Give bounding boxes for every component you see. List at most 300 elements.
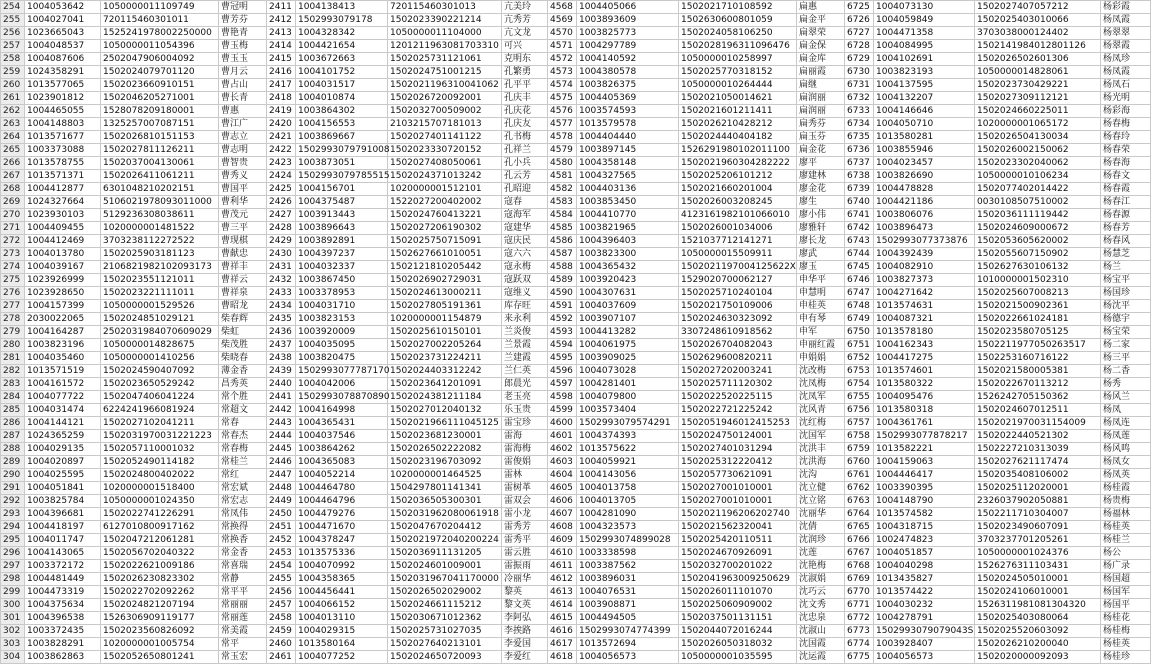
table-cell-person-name[interactable]: 曹茂元 (219, 209, 267, 222)
table-cell-person-name[interactable]: 杨凤珍 (1101, 53, 1151, 66)
row-header[interactable]: 299 (1, 586, 25, 599)
table-cell-account-number[interactable]: 1004378247 (296, 534, 388, 547)
table-cell-id-number[interactable]: 1502037004130061 (101, 157, 219, 170)
table-cell-account-number[interactable]: 1003928407 (874, 638, 975, 651)
table-cell-person-name[interactable]: 沈艳梅 (797, 560, 845, 573)
table-cell-account-number[interactable]: 1004375634 (25, 599, 101, 612)
table-cell-person-name[interactable]: 曹利华 (219, 196, 267, 209)
table-cell-serial-number[interactable]: 4584 (548, 209, 577, 222)
table-cell-account-number[interactable]: 1004374393 (577, 430, 679, 443)
table-cell-account-number[interactable]: 1004404440 (577, 131, 679, 144)
table-cell-account-number[interactable]: 1004095476 (874, 391, 975, 404)
table-cell-person-name[interactable]: 寇海军 (502, 209, 548, 222)
table-cell-person-name[interactable]: 廖长龙 (797, 235, 845, 248)
table-cell-id-number[interactable]: 1502026704082043 (679, 339, 797, 352)
table-cell-id-number[interactable]: 1050000011054396 (101, 40, 219, 53)
table-cell-account-number[interactable]: 1013574422 (874, 586, 975, 599)
table-cell-person-name[interactable]: 李爱红 (502, 651, 548, 664)
table-cell-serial-number[interactable]: 4592 (548, 313, 577, 326)
table-cell-person-name[interactable]: 李挨路 (502, 625, 548, 638)
table-cell-id-number[interactable]: 1502024661115212 (388, 599, 502, 612)
row-header[interactable]: 268 (1, 183, 25, 196)
table-cell-serial-number[interactable]: 4575 (548, 92, 577, 105)
table-cell-person-name[interactable]: 廖建林 (797, 170, 845, 183)
table-cell-person-name[interactable]: 沈国军 (797, 430, 845, 443)
table-cell-id-number[interactable]: 2502047906004092 (101, 53, 219, 66)
table-cell-id-number[interactable]: 6224241966081924 (101, 404, 219, 417)
table-cell-id-number[interactable]: 1502025060909002 (679, 599, 797, 612)
table-cell-id-number[interactable]: 1502024440404182 (679, 131, 797, 144)
table-cell-id-number[interactable]: 3703238112272522 (101, 235, 219, 248)
table-cell-id-number[interactable]: 1502021710108592 (679, 1, 797, 14)
table-cell-account-number[interactable]: 1003825784 (25, 495, 101, 508)
table-cell-person-name[interactable]: 杨广录 (1101, 560, 1151, 573)
table-cell-person-name[interactable]: 杨秀 (1101, 378, 1151, 391)
table-cell-account-number[interactable]: 1003862863 (25, 651, 101, 664)
table-cell-person-name[interactable]: 曹月云 (219, 66, 267, 79)
table-cell-account-number[interactable]: 1003806076 (874, 209, 975, 222)
table-cell-account-number[interactable]: 1004013110 (296, 612, 388, 625)
table-cell-id-number[interactable]: 1502026011101070 (679, 586, 797, 599)
row-header[interactable]: 292 (1, 495, 25, 508)
table-cell-person-name[interactable]: 寇春 (502, 196, 548, 209)
table-cell-serial-number[interactable]: 6762 (845, 482, 874, 495)
table-cell-id-number[interactable]: 3703038000124402 (975, 27, 1101, 40)
table-cell-person-name[interactable]: 雷树革 (502, 482, 548, 495)
table-cell-person-name[interactable]: 杨二家 (1101, 339, 1151, 352)
table-cell-person-name[interactable]: 乐玉贵 (502, 404, 548, 417)
table-cell-person-name[interactable]: 来永利 (502, 313, 548, 326)
table-cell-account-number[interactable]: 1004281090 (577, 508, 679, 521)
row-header[interactable]: 264 (1, 131, 25, 144)
table-cell-id-number[interactable]: 1502629600820211 (679, 352, 797, 365)
table-cell-id-number[interactable]: 1502023641201091 (388, 378, 502, 391)
table-cell-account-number[interactable]: 1004380578 (577, 66, 679, 79)
table-cell-person-name[interactable]: 寇六六 (502, 248, 548, 261)
table-cell-account-number[interactable]: 1004140592 (577, 53, 679, 66)
table-cell-id-number[interactable]: 1502047670204412 (388, 521, 502, 534)
table-cell-person-name[interactable]: 杨春梅 (1101, 118, 1151, 131)
table-cell-person-name[interactable]: 杨桂兰 (1101, 534, 1151, 547)
table-cell-id-number[interactable]: 1502025112020001 (975, 482, 1101, 495)
table-cell-id-number[interactable]: 1502024403312242 (388, 365, 502, 378)
table-cell-account-number[interactable]: 1003387562 (577, 560, 679, 573)
table-cell-serial-number[interactable]: 4586 (548, 235, 577, 248)
table-cell-id-number[interactable]: 1502032700201022 (679, 560, 797, 573)
table-cell-account-number[interactable]: 1004365083 (296, 456, 388, 469)
table-cell-id-number[interactable]: 1325257007087151 (101, 118, 219, 131)
table-cell-account-number[interactable]: 1004318715 (874, 521, 975, 534)
table-cell-account-number[interactable]: 1003373088 (25, 144, 101, 157)
table-cell-id-number[interactable]: 1020000001154879 (388, 313, 502, 326)
table-cell-id-number[interactable]: 1502047406041224 (101, 391, 219, 404)
table-cell-serial-number[interactable]: 4613 (548, 586, 577, 599)
table-cell-account-number[interactable]: 1004494505 (577, 612, 679, 625)
table-cell-serial-number[interactable]: 6763 (845, 495, 874, 508)
table-cell-account-number[interactable]: 1502993079791008 (296, 144, 388, 157)
row-header[interactable]: 261 (1, 92, 25, 105)
table-cell-serial-number[interactable]: 6741 (845, 209, 874, 222)
row-header[interactable]: 282 (1, 365, 25, 378)
table-cell-id-number[interactable]: 1502023560826092 (101, 625, 219, 638)
table-cell-person-name[interactable]: 雷双会 (502, 495, 548, 508)
table-cell-person-name[interactable]: 曹三平 (219, 222, 267, 235)
table-cell-person-name[interactable]: 曹芳芬 (219, 14, 267, 27)
table-cell-person-name[interactable]: 柴春辉 (219, 313, 267, 326)
table-cell-person-name[interactable]: 寇建华 (502, 222, 548, 235)
table-cell-account-number[interactable]: 1004392439 (874, 248, 975, 261)
table-cell-id-number[interactable]: 6301048210202151 (101, 183, 219, 196)
table-cell-account-number[interactable]: 1004137595 (874, 79, 975, 92)
table-cell-id-number[interactable]: 1050000011109749 (101, 1, 219, 14)
table-cell-account-number[interactable]: 1004079800 (577, 391, 679, 404)
table-cell-id-number[interactable]: 1502028196311096476 (679, 40, 797, 53)
table-cell-account-number[interactable]: 1004297789 (577, 40, 679, 53)
table-cell-person-name[interactable]: 常春杰 (219, 430, 267, 443)
row-header[interactable]: 287 (1, 430, 25, 443)
row-header[interactable]: 300 (1, 599, 25, 612)
row-header[interactable]: 295 (1, 534, 25, 547)
row-header[interactable]: 297 (1, 560, 25, 573)
table-cell-person-name[interactable]: 常春梅 (219, 443, 267, 456)
table-cell-account-number[interactable]: 1013572694 (577, 638, 679, 651)
table-cell-id-number[interactable]: 1502024630323092 (679, 313, 797, 326)
row-header[interactable]: 293 (1, 508, 25, 521)
table-cell-id-number[interactable]: 1502022621009186 (101, 560, 219, 573)
table-cell-account-number[interactable]: 1004051841 (25, 482, 101, 495)
table-cell-account-number[interactable]: 1013571677 (25, 131, 101, 144)
table-cell-account-number[interactable]: 1003897145 (577, 144, 679, 157)
table-cell-person-name[interactable]: 常丽莲 (219, 612, 267, 625)
table-cell-serial-number[interactable]: 4574 (548, 79, 577, 92)
table-cell-serial-number[interactable]: 4589 (548, 274, 577, 287)
table-cell-serial-number[interactable]: 4594 (548, 339, 577, 352)
table-cell-serial-number[interactable]: 6730 (845, 66, 874, 79)
row-header[interactable]: 302 (1, 625, 25, 638)
table-cell-person-name[interactable]: 扁翠荣 (797, 27, 845, 40)
table-cell-serial-number[interactable]: 2456 (267, 586, 296, 599)
table-cell-id-number[interactable]: 1502024505010001 (975, 573, 1101, 586)
table-cell-account-number[interactable]: 1004101752 (296, 66, 388, 79)
table-cell-account-number[interactable]: 1004031517 (296, 79, 388, 92)
table-cell-id-number[interactable]: 2106821982102093173 (101, 261, 219, 274)
table-cell-person-name[interactable]: 扁金库 (797, 53, 845, 66)
table-cell-serial-number[interactable]: 6742 (845, 222, 874, 235)
table-cell-serial-number[interactable]: 2454 (267, 560, 296, 573)
table-cell-id-number[interactable]: 1502024601009001 (388, 560, 502, 573)
row-header[interactable]: 296 (1, 547, 25, 560)
table-cell-id-number[interactable]: 1502023660910151 (101, 79, 219, 92)
row-header[interactable]: 267 (1, 170, 25, 183)
table-cell-account-number[interactable]: 1004027041 (25, 14, 101, 27)
table-cell-account-number[interactable]: 1003672663 (296, 53, 388, 66)
table-cell-account-number[interactable]: 1004077252 (296, 651, 388, 664)
table-cell-serial-number[interactable]: 6732 (845, 92, 874, 105)
table-cell-serial-number[interactable]: 4601 (548, 430, 577, 443)
table-cell-account-number[interactable]: 1004465055 (25, 105, 101, 118)
table-cell-serial-number[interactable]: 6727 (845, 27, 874, 40)
table-cell-serial-number[interactable]: 4571 (548, 40, 577, 53)
table-cell-person-name[interactable]: 申桂英 (797, 300, 845, 313)
row-header[interactable]: 256 (1, 27, 25, 40)
table-cell-person-name[interactable]: 曹玉梅 (219, 40, 267, 53)
table-cell-account-number[interactable]: 1004035460 (25, 352, 101, 365)
table-cell-person-name[interactable]: 孔云芳 (502, 170, 548, 183)
table-cell-account-number[interactable]: 1004029135 (25, 443, 101, 456)
table-cell-id-number[interactable]: 1502024650720093 (388, 651, 502, 664)
table-cell-account-number[interactable]: 1003826375 (577, 79, 679, 92)
table-cell-account-number[interactable]: 1502993079574291 (577, 417, 679, 430)
table-cell-person-name[interactable]: 常喜瑞 (219, 560, 267, 573)
table-cell-id-number[interactable]: 1502027640213101 (388, 638, 502, 651)
table-cell-serial-number[interactable]: 2459 (267, 625, 296, 638)
table-cell-account-number[interactable]: 1004148790 (874, 495, 975, 508)
table-cell-serial-number[interactable]: 6750 (845, 326, 874, 339)
table-cell-id-number[interactable]: 1502026502601306 (975, 53, 1101, 66)
table-cell-person-name[interactable]: 沈丽华 (797, 508, 845, 521)
table-cell-person-name[interactable]: 沈莲 (797, 547, 845, 560)
table-cell-id-number[interactable]: 1050000014828675 (101, 339, 219, 352)
table-cell-serial-number[interactable]: 2444 (267, 430, 296, 443)
table-cell-account-number[interactable]: 1004077722 (25, 391, 101, 404)
table-cell-id-number[interactable]: 1502022702092262 (101, 586, 219, 599)
table-cell-serial-number[interactable]: 6739 (845, 183, 874, 196)
table-cell-account-number[interactable]: 1004327565 (577, 170, 679, 183)
table-cell-serial-number[interactable]: 6734 (845, 118, 874, 131)
table-cell-person-name[interactable]: 曹祥泉 (219, 287, 267, 300)
row-header[interactable]: 276 (1, 287, 25, 300)
table-cell-person-name[interactable]: 曹秀义 (219, 170, 267, 183)
table-cell-person-name[interactable]: 雷振雨 (502, 560, 548, 573)
row-header[interactable]: 254 (1, 1, 25, 14)
table-cell-person-name[interactable]: 廖平 (797, 157, 845, 170)
table-cell-person-name[interactable]: 雷秀芳 (502, 521, 548, 534)
table-cell-person-name[interactable]: 常超文 (219, 404, 267, 417)
table-cell-person-name[interactable]: 黎英 (502, 586, 548, 599)
table-cell-account-number[interactable]: 1004073028 (577, 365, 679, 378)
table-cell-person-name[interactable]: 杨春玲 (1101, 131, 1151, 144)
table-cell-serial-number[interactable]: 2433 (267, 287, 296, 300)
table-cell-id-number[interactable]: 1502021050014621 (679, 92, 797, 105)
table-cell-serial-number[interactable]: 6752 (845, 352, 874, 365)
table-cell-serial-number[interactable]: 4618 (548, 651, 577, 664)
table-cell-person-name[interactable]: 曹玉玉 (219, 53, 267, 66)
table-cell-serial-number[interactable]: 6771 (845, 599, 874, 612)
table-cell-account-number[interactable]: 1004162343 (874, 339, 975, 352)
table-cell-account-number[interactable]: 1003338598 (577, 547, 679, 560)
table-cell-person-name[interactable]: 兰炎俊 (502, 326, 548, 339)
table-cell-account-number[interactable]: 1004421186 (874, 196, 975, 209)
table-cell-person-name[interactable]: 杨春源 (1101, 209, 1151, 222)
table-cell-account-number[interactable]: 1004048537 (25, 40, 101, 53)
table-cell-id-number[interactable]: 1502057110001032 (101, 443, 219, 456)
row-header[interactable]: 298 (1, 573, 25, 586)
table-cell-id-number[interactable]: 1502211710304007 (975, 508, 1101, 521)
table-cell-account-number[interactable]: 1003864262 (296, 443, 388, 456)
table-cell-person-name[interactable]: 曹智贵 (219, 157, 267, 170)
table-cell-serial-number[interactable]: 2452 (267, 534, 296, 547)
table-cell-account-number[interactable]: 1003825773 (577, 27, 679, 40)
table-cell-id-number[interactable]: 1502025403010066 (975, 14, 1101, 27)
table-cell-id-number[interactable]: 1502036505300301 (388, 495, 502, 508)
table-cell-account-number[interactable]: 1023926999 (25, 274, 101, 287)
table-cell-account-number[interactable]: 1004056573 (874, 651, 975, 664)
table-cell-account-number[interactable]: 1004412469 (25, 235, 101, 248)
table-cell-id-number[interactable]: 0030108507510002 (975, 196, 1101, 209)
table-cell-person-name[interactable]: 库存旺 (502, 300, 548, 313)
table-cell-account-number[interactable]: 1004020897 (25, 456, 101, 469)
table-cell-person-name[interactable]: 常个胜 (219, 391, 267, 404)
table-cell-account-number[interactable]: 1004478828 (874, 183, 975, 196)
table-cell-serial-number[interactable]: 6765 (845, 521, 874, 534)
table-cell-id-number[interactable]: 1504297801141341 (388, 482, 502, 495)
table-cell-person-name[interactable]: 杨凤女 (1101, 456, 1151, 469)
table-cell-person-name[interactable]: 曹占山 (219, 79, 267, 92)
table-cell-person-name[interactable]: 沈凤梅 (797, 378, 845, 391)
table-cell-serial-number[interactable]: 6725 (845, 1, 874, 14)
table-cell-person-name[interactable]: 杨国珍 (1101, 287, 1151, 300)
table-cell-serial-number[interactable]: 6769 (845, 573, 874, 586)
table-cell-account-number[interactable]: 1004087321 (874, 313, 975, 326)
table-cell-account-number[interactable]: 1003920009 (296, 326, 388, 339)
table-cell-id-number[interactable]: 1502026210428212 (679, 118, 797, 131)
table-cell-person-name[interactable]: 常平 (219, 638, 267, 651)
table-cell-person-name[interactable]: 杨凤莲 (1101, 430, 1151, 443)
row-header[interactable]: 279 (1, 326, 25, 339)
table-cell-account-number[interactable]: 1023930103 (25, 209, 101, 222)
table-cell-person-name[interactable]: 沈淑山 (797, 625, 845, 638)
table-cell-person-name[interactable]: 曹长青 (219, 92, 267, 105)
table-cell-account-number[interactable]: 1004323573 (577, 521, 679, 534)
table-cell-id-number[interactable]: 1502024058106250 (679, 27, 797, 40)
table-cell-serial-number[interactable]: 2413 (267, 27, 296, 40)
table-cell-person-name[interactable]: 杨风兰 (1101, 391, 1151, 404)
table-cell-account-number[interactable]: 1013574582 (874, 508, 975, 521)
table-cell-id-number[interactable]: 1502024800402022 (101, 469, 219, 482)
table-cell-account-number[interactable]: 1004073130 (874, 1, 975, 14)
table-cell-account-number[interactable]: 1004446417 (874, 469, 975, 482)
table-cell-serial-number[interactable]: 4573 (548, 66, 577, 79)
table-cell-account-number[interactable]: 1004052214 (296, 469, 388, 482)
table-cell-account-number[interactable]: 1024365259 (25, 430, 101, 443)
table-cell-serial-number[interactable]: 2461 (267, 651, 296, 664)
table-cell-serial-number[interactable]: 6772 (845, 612, 874, 625)
table-cell-id-number[interactable]: 1502024371013242 (388, 170, 502, 183)
table-cell-person-name[interactable]: 扁玉芬 (797, 131, 845, 144)
table-cell-person-name[interactable]: 扁润丽 (797, 92, 845, 105)
table-cell-person-name[interactable]: 兰景霞 (502, 339, 548, 352)
table-cell-serial-number[interactable]: 6773 (845, 625, 874, 638)
table-cell-person-name[interactable]: 廖武 (797, 248, 845, 261)
table-cell-person-name[interactable]: 申有琴 (797, 313, 845, 326)
table-cell-id-number[interactable]: 1526276311103431 (975, 560, 1101, 573)
table-cell-person-name[interactable]: 孔平平 (502, 79, 548, 92)
table-cell-account-number[interactable]: 1004405066 (577, 1, 679, 14)
table-cell-person-name[interactable]: 孔庆友 (502, 118, 548, 131)
table-cell-serial-number[interactable]: 6774 (845, 638, 874, 651)
table-cell-person-name[interactable]: 杨凤霞 (1101, 14, 1151, 27)
table-cell-person-name[interactable]: 曹国平 (219, 183, 267, 196)
table-cell-serial-number[interactable]: 2412 (267, 14, 296, 27)
table-cell-account-number[interactable]: 1004132207 (874, 92, 975, 105)
table-cell-id-number[interactable]: 2502031984070609029 (101, 326, 219, 339)
table-cell-id-number[interactable]: 1050000010258997 (679, 53, 797, 66)
table-cell-id-number[interactable]: 1502021750109006 (679, 300, 797, 313)
table-cell-person-name[interactable]: 沈洪丰 (797, 443, 845, 456)
table-cell-person-name[interactable]: 李阿弘 (502, 612, 548, 625)
table-cell-person-name[interactable]: 沈润珍 (797, 534, 845, 547)
table-cell-account-number[interactable]: 1004053642 (25, 1, 101, 14)
table-cell-account-number[interactable]: 1013577065 (25, 79, 101, 92)
table-cell-person-name[interactable]: 黎文英 (502, 599, 548, 612)
table-cell-account-number[interactable]: 1003823300 (577, 248, 679, 261)
table-cell-serial-number[interactable]: 2429 (267, 235, 296, 248)
table-cell-account-number[interactable]: 1004365432 (577, 261, 679, 274)
table-cell-person-name[interactable]: 杨风鸣 (1101, 443, 1151, 456)
table-cell-id-number[interactable]: 1502021970031154009 (975, 417, 1101, 430)
table-cell-account-number[interactable]: 1502993079178 (296, 14, 388, 27)
table-cell-serial-number[interactable]: 4597 (548, 378, 577, 391)
table-cell-person-name[interactable]: 寇维义 (502, 287, 548, 300)
table-cell-person-name[interactable]: 曹志立 (219, 131, 267, 144)
table-cell-serial-number[interactable]: 2448 (267, 482, 296, 495)
table-cell-account-number[interactable]: 1024327664 (25, 196, 101, 209)
table-cell-person-name[interactable]: 昌秀英 (219, 378, 267, 391)
table-cell-person-name[interactable]: 孔祥兰 (502, 144, 548, 157)
table-cell-id-number[interactable]: 1502027002205264 (388, 339, 502, 352)
table-cell-id-number[interactable]: 1020000001512101 (388, 183, 502, 196)
table-cell-id-number[interactable]: 1502025731121061 (388, 53, 502, 66)
table-cell-serial-number[interactable]: 2419 (267, 105, 296, 118)
table-cell-person-name[interactable]: 沈巧云 (797, 586, 845, 599)
table-cell-account-number[interactable]: 1004358148 (577, 157, 679, 170)
table-cell-id-number[interactable]: 1502023551121011 (101, 274, 219, 287)
table-cell-account-number[interactable]: 1004412877 (25, 183, 101, 196)
table-cell-account-number[interactable]: 1004164287 (25, 326, 101, 339)
table-cell-person-name[interactable]: 亢秀芳 (502, 14, 548, 27)
table-cell-serial-number[interactable]: 2434 (267, 300, 296, 313)
table-cell-account-number[interactable]: 1004464796 (296, 495, 388, 508)
table-cell-account-number[interactable]: 1004307631 (577, 287, 679, 300)
table-cell-account-number[interactable]: 1013574601 (874, 365, 975, 378)
table-cell-person-name[interactable]: 雷宝珍 (502, 417, 548, 430)
row-header[interactable]: 289 (1, 456, 25, 469)
table-cell-account-number[interactable]: 1502993079079043S (874, 625, 975, 638)
table-cell-id-number[interactable]: 1502025711120302 (679, 378, 797, 391)
table-cell-id-number[interactable]: 1502025607008213 (975, 287, 1101, 300)
table-cell-account-number[interactable]: 1004471358 (874, 27, 975, 40)
table-cell-person-name[interactable]: 兰仁英 (502, 365, 548, 378)
table-cell-serial-number[interactable]: 4569 (548, 14, 577, 27)
table-cell-account-number[interactable]: 1004161572 (25, 378, 101, 391)
table-cell-account-number[interactable]: 1004037546 (296, 430, 388, 443)
table-cell-id-number[interactable]: 1502047212061281 (101, 534, 219, 547)
table-cell-person-name[interactable]: 曹祥丰 (219, 261, 267, 274)
table-cell-person-name[interactable]: 杨兰 (1101, 261, 1151, 274)
table-cell-account-number[interactable]: 1004358365 (296, 573, 388, 586)
table-cell-id-number[interactable]: 3307248610918562 (679, 326, 797, 339)
table-cell-serial-number[interactable]: 6767 (845, 547, 874, 560)
table-cell-serial-number[interactable]: 2411 (267, 1, 296, 14)
table-cell-serial-number[interactable]: 6757 (845, 417, 874, 430)
table-cell-id-number[interactable]: 1502025750715091 (388, 235, 502, 248)
table-cell-serial-number[interactable]: 6738 (845, 170, 874, 183)
table-cell-id-number[interactable]: 1502023302040062 (975, 157, 1101, 170)
table-cell-account-number[interactable]: 1004375487 (296, 196, 388, 209)
table-cell-person-name[interactable]: 柴晓春 (219, 352, 267, 365)
table-cell-serial-number[interactable]: 4612 (548, 573, 577, 586)
table-cell-id-number[interactable]: 1020000001481522 (101, 222, 219, 235)
